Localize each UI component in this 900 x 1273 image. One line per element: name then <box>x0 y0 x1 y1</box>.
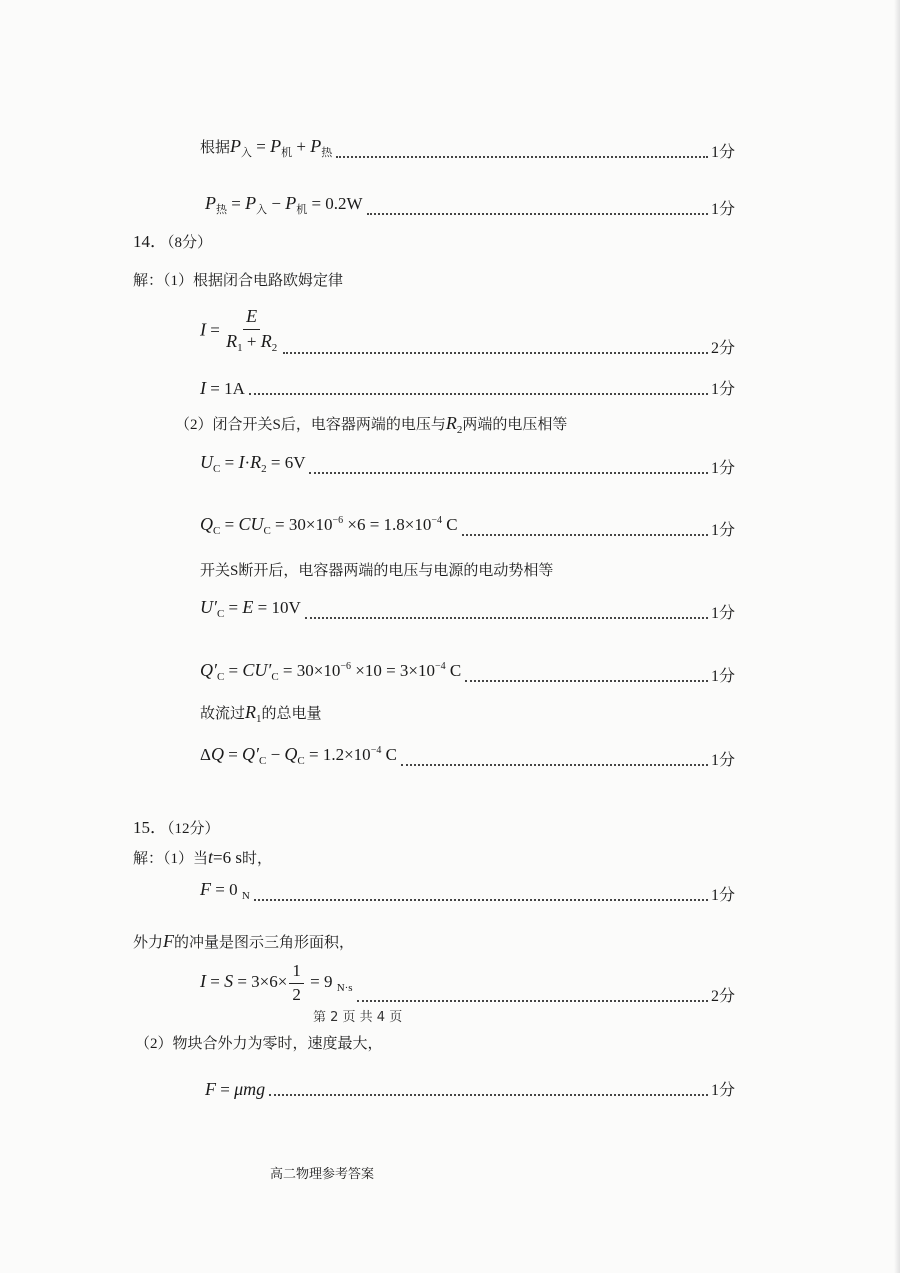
text: （12分） <box>167 821 220 837</box>
text: 的总电量 <box>261 706 322 722</box>
page-number: 第 2 页 共 4 页 <box>313 1010 403 1025</box>
line-content <box>133 271 343 291</box>
line-19 <box>200 960 735 1007</box>
question-14-header <box>133 232 212 253</box>
line-content <box>200 657 461 687</box>
line-content <box>205 1079 265 1101</box>
subscript: 机 <box>296 204 308 216</box>
line-13 <box>200 702 322 729</box>
text: 的冲量是图示三角形面积， <box>174 935 355 951</box>
score: 1分 <box>710 144 735 161</box>
formula-text: P <box>230 136 242 156</box>
score: 1分 <box>710 1082 735 1099</box>
formula-text: = 0.2W <box>307 194 363 213</box>
text: （2）闭合开关S后，电容器两端的电压与 <box>175 417 446 433</box>
formula-text: t <box>208 847 214 867</box>
line-2 <box>205 193 735 220</box>
fraction-numerator <box>289 960 304 984</box>
formula-text: = <box>224 661 243 680</box>
formula-text: I <box>200 971 206 992</box>
formula-text: P <box>270 136 282 156</box>
formula-text: C <box>442 515 458 534</box>
line-21 <box>205 1079 735 1101</box>
dotted-leader <box>254 898 708 901</box>
formula-text: Q <box>200 514 213 534</box>
footer-title: 高二物理参考答案 <box>270 1166 375 1181</box>
subscript: 热 <box>216 204 227 216</box>
line-content <box>200 702 322 729</box>
fraction-denominator <box>226 330 277 359</box>
line-18 <box>133 931 354 953</box>
line-16 <box>133 847 272 869</box>
fraction <box>226 305 277 359</box>
formula-text: 15． <box>133 818 167 837</box>
formula-text: Q′ <box>242 744 259 764</box>
formula-text: − <box>267 194 286 213</box>
text: 解：（1）根据闭合电路欧姆定律 <box>133 273 344 289</box>
formula-text: = 30×10 <box>278 661 341 680</box>
line-12 <box>200 657 735 687</box>
subscript: 1 <box>237 342 243 354</box>
line-10 <box>200 561 553 581</box>
scan-edge <box>894 0 900 1273</box>
line-content <box>200 511 458 541</box>
score: 1分 <box>710 201 735 218</box>
formula-text: F <box>163 931 175 951</box>
formula-text: Δ <box>200 745 211 764</box>
line-content <box>135 1034 383 1054</box>
formula-text: U′ <box>200 597 217 617</box>
formula-text: C <box>445 661 462 680</box>
dotted-leader <box>367 212 708 215</box>
formula-text: P <box>245 193 257 213</box>
line-content <box>133 818 220 839</box>
dotted-leader <box>249 392 708 395</box>
text: （8分） <box>167 235 213 251</box>
formula-text: = 6V <box>266 453 306 472</box>
subscript: 热 <box>321 147 333 159</box>
formula-text: 1 <box>292 961 301 980</box>
formula-text: F <box>200 879 211 899</box>
superscript: −6 <box>340 661 351 672</box>
dotted-leader <box>336 155 708 158</box>
formula-text: = <box>224 598 243 617</box>
line-9 <box>200 511 735 541</box>
formula-text: F <box>205 1079 216 1099</box>
formula-text: C <box>381 745 397 764</box>
dotted-leader <box>401 763 708 766</box>
subscript: C <box>258 755 267 767</box>
formula-text: = <box>206 972 225 992</box>
subscript: 1 <box>256 713 262 725</box>
score: 1分 <box>710 460 735 477</box>
text: 解：（1）当 <box>133 851 209 867</box>
formula-text: = <box>220 515 239 534</box>
subscript: C <box>216 608 225 620</box>
fraction-denominator <box>292 984 301 1007</box>
formula-text: 14． <box>133 232 167 251</box>
formula-text: U <box>200 452 213 472</box>
line-8 <box>200 452 735 479</box>
subscript: 2 <box>456 424 463 436</box>
score: 1分 <box>710 522 735 539</box>
formula-text: Q <box>210 744 224 764</box>
text: 时， <box>241 851 272 867</box>
formula-text: E <box>242 597 254 617</box>
subscript: C <box>263 525 271 537</box>
question-15-header <box>133 818 220 839</box>
line-14 <box>200 741 735 771</box>
text: 两端的电压相等 <box>462 417 568 433</box>
formula-text: R <box>245 702 257 722</box>
line-1 <box>200 136 735 163</box>
subscript: C <box>297 755 305 767</box>
dotted-leader <box>283 351 708 354</box>
formula-text: =6 s <box>213 848 242 867</box>
subscript: 机 <box>281 147 293 159</box>
fraction-numerator <box>243 305 260 330</box>
dotted-leader <box>269 1093 708 1096</box>
text: 开关S断开后，电容器两端的电压与电源的电动势相等 <box>200 563 554 579</box>
dotted-leader <box>462 533 708 536</box>
formula-text: S <box>224 971 234 992</box>
dotted-leader <box>309 471 708 474</box>
formula-text: = <box>220 453 239 472</box>
formula-text: μmg <box>234 1079 266 1099</box>
line-17 <box>200 879 735 906</box>
line-content <box>175 413 567 440</box>
subscript: 入 <box>241 147 253 159</box>
line-20 <box>135 1034 383 1054</box>
score: 1分 <box>710 668 735 685</box>
formula-text: R <box>226 331 238 351</box>
formula-text: = 3×6× <box>233 972 288 992</box>
score: 1分 <box>710 752 735 769</box>
formula-text: I <box>200 319 206 340</box>
line-content <box>200 452 305 479</box>
score: 1分 <box>710 605 735 622</box>
superscript: −4 <box>431 515 443 526</box>
superscript: −6 <box>332 515 344 526</box>
superscript: −4 <box>435 661 446 672</box>
dotted-leader <box>305 616 708 619</box>
fraction <box>289 960 304 1007</box>
subscript: C <box>213 463 221 475</box>
superscript: −4 <box>370 745 382 756</box>
subscript: C <box>213 525 221 537</box>
formula-text: = 1.2×10 <box>304 745 371 764</box>
formula-text: CU <box>238 514 264 534</box>
line-content <box>133 847 272 869</box>
formula-text: − <box>266 745 285 764</box>
formula-text: E <box>246 306 258 326</box>
formula-text: = <box>227 194 246 213</box>
formula-text: Q′ <box>200 660 217 680</box>
line-content <box>133 232 212 253</box>
subscript: N <box>241 890 250 902</box>
line-7 <box>175 413 567 440</box>
subscript: 入 <box>256 204 268 216</box>
formula-text: R <box>260 331 272 351</box>
line-5 <box>200 305 735 359</box>
formula-text: I <box>200 378 206 398</box>
dotted-leader <box>465 679 708 682</box>
line-content <box>200 741 397 771</box>
formula-text: = <box>216 1080 235 1099</box>
formula-text: = <box>252 137 271 156</box>
line-content <box>200 305 279 359</box>
line-content <box>200 597 301 624</box>
line-4 <box>133 271 343 291</box>
formula-text: ×6 = 1.8×10 <box>343 515 432 534</box>
score: 1分 <box>710 381 735 398</box>
formula-text: R <box>250 452 262 472</box>
subscript: C <box>271 671 279 683</box>
formula-text: = 9 <box>305 972 337 992</box>
text: 根据 <box>200 140 231 156</box>
formula-text: = <box>223 745 243 764</box>
formula-text: R <box>445 413 457 433</box>
formula-text: CU′ <box>242 660 272 680</box>
subscript: 2 <box>261 463 267 475</box>
formula-text: = 30×10 <box>270 515 333 534</box>
formula-text: P <box>285 193 297 213</box>
subscript: C <box>216 671 225 683</box>
line-content <box>200 879 250 906</box>
formula-text: ×10 = 3×10 <box>351 661 436 680</box>
line-6 <box>200 378 735 400</box>
formula-text: Q <box>284 744 298 764</box>
text: 故流过 <box>200 706 246 722</box>
subscript: N·s <box>336 982 353 995</box>
formula-text: P <box>310 136 322 156</box>
score: 2分 <box>710 340 735 357</box>
line-content <box>200 378 245 400</box>
score: 2分 <box>710 988 735 1005</box>
formula-text: 2 <box>292 985 301 1004</box>
formula-text: = 10V <box>253 598 301 617</box>
formula-text: = 1A <box>206 379 245 398</box>
score: 1分 <box>710 887 735 904</box>
line-content <box>200 136 332 163</box>
text: （2）物块合外力为零时，速度最大， <box>135 1036 383 1052</box>
formula-text: = <box>206 320 225 340</box>
subscript: 2 <box>271 342 278 354</box>
formula-text: · <box>244 453 251 472</box>
formula-text: I <box>238 452 245 472</box>
text: 外力 <box>133 935 164 951</box>
formula-text: = 0 <box>211 880 242 899</box>
line-content <box>205 193 363 220</box>
line-content <box>133 931 354 953</box>
line-content <box>200 561 553 581</box>
formula-text: + <box>292 137 311 156</box>
formula-text: P <box>205 193 216 213</box>
line-11 <box>200 597 735 624</box>
dotted-leader <box>357 999 708 1002</box>
line-content <box>200 960 353 1007</box>
formula-text: + <box>242 332 261 351</box>
